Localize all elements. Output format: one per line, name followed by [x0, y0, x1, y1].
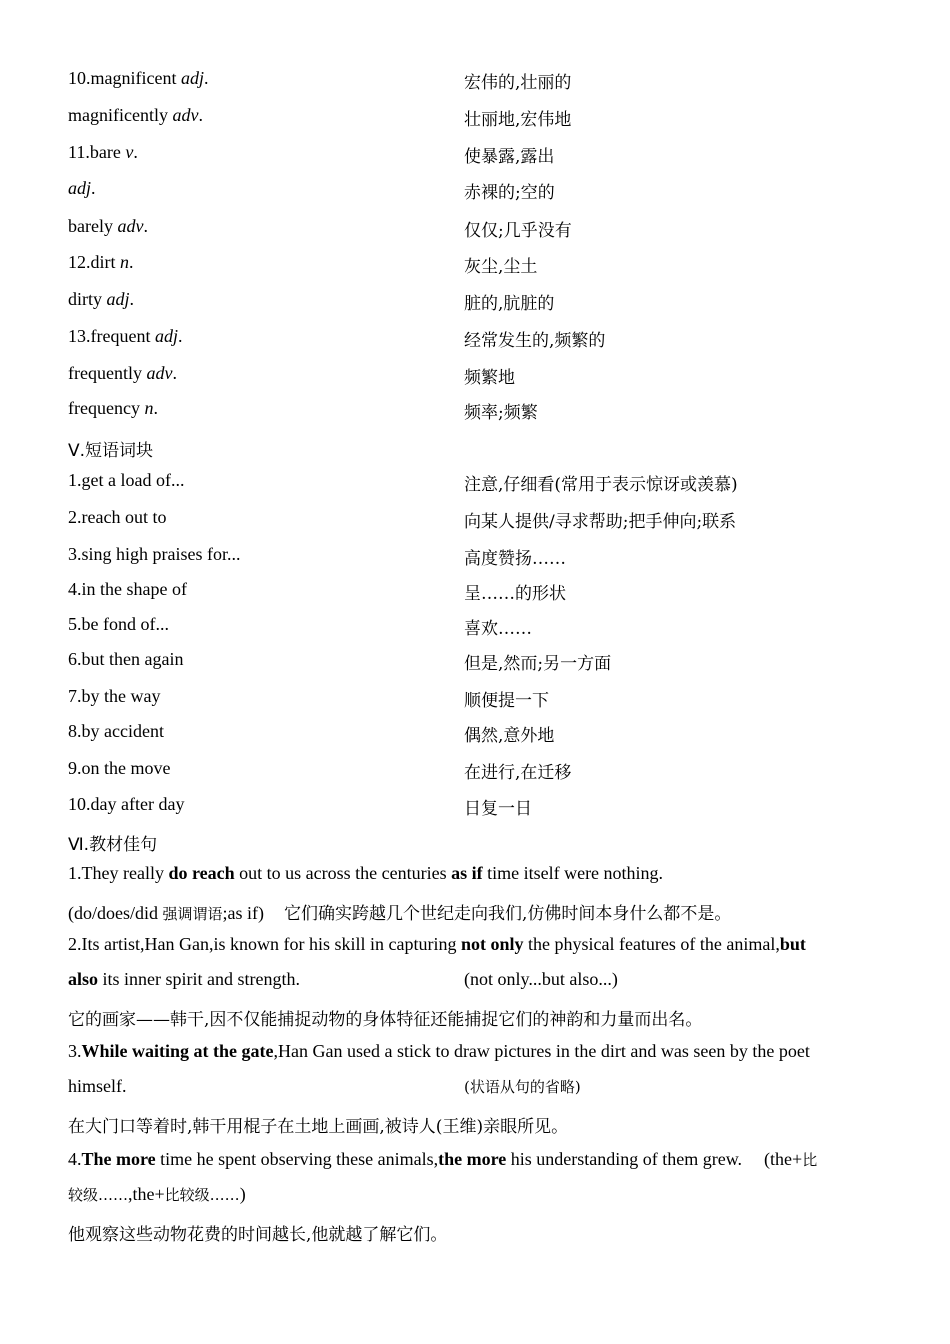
phrase-row — [68, 470, 888, 496]
phrase-zh: 向某人提供/寻求帮助;把手伸向;联系 — [464, 512, 737, 532]
phrase-zh: 在进行,在迁移 — [464, 763, 572, 783]
sentence-3-zh: 在大门口等着时,韩干用棍子在土地上画画,被诗人(王维)亲眼所见。 — [68, 1117, 569, 1137]
phrase-en: 9.on the move — [68, 758, 171, 778]
vocab-meaning: 壮丽地,宏伟地 — [464, 110, 572, 130]
vocab-word: 11.bare — [68, 142, 121, 162]
phrase-en: 3.sing high praises for... — [68, 544, 241, 564]
vocab-meaning: 使暴露,露出 — [464, 147, 555, 167]
vocab-pos: adv — [117, 216, 144, 236]
vocab-meaning: 仅仅;几乎没有 — [464, 221, 572, 241]
vocab-word: 13.frequent — [68, 326, 151, 346]
phrase-en: 4.in the shape of — [68, 579, 187, 599]
vocab-pos: adj — [106, 289, 130, 309]
phrase-row — [68, 794, 888, 820]
emphasis: the more — [438, 1149, 507, 1169]
vocab-pos: adv — [172, 105, 199, 125]
phrase-row — [68, 686, 888, 712]
emphasis: as if — [451, 863, 483, 883]
vocab-word: frequently — [68, 363, 142, 383]
vocab-meaning: 频率;频繁 — [464, 403, 538, 423]
phrase-row — [68, 544, 888, 570]
grammar-note: (not only...but also...) — [464, 969, 618, 989]
phrase-row — [68, 614, 888, 640]
vocab-row: barely adv. 仅仅;几乎没有 — [68, 216, 572, 241]
phrase-row — [68, 721, 888, 747]
vocab-pos: adv — [146, 363, 173, 383]
vocab-row: adj. 赤裸的;空的 — [68, 178, 555, 203]
phrase-zh: 喜欢…… — [464, 619, 532, 639]
vocab-row: 13.frequent adj. 经常发生的,频繁的 — [68, 326, 606, 351]
vocab-word: 12.dirt — [68, 252, 116, 272]
emphasis: do reach — [168, 863, 235, 883]
phrase-zh: 偶然,意外地 — [464, 726, 555, 746]
grammar-note: (状语从句的省略) — [464, 1078, 581, 1096]
phrase-en: 2.reach out to — [68, 507, 167, 527]
vocab-pos: adj — [68, 178, 92, 198]
vocab-meaning: 脏的,肮脏的 — [464, 294, 555, 314]
phrase-zh: 但是,然而;另一方面 — [464, 654, 612, 674]
phrase-en: 10.day after day — [68, 794, 185, 814]
phrase-row — [68, 649, 888, 675]
emphasis: The more — [81, 1149, 156, 1169]
vocab-row: 10.magnificent adj. 宏伟的,壮丽的 — [68, 68, 572, 93]
vocab-word: magnificently — [68, 105, 168, 125]
emphasis: but — [779, 934, 806, 954]
vocab-pos: n — [144, 398, 154, 418]
sentence-2-zh: 它的画家——韩干,因不仅能捕捉动物的身体特征还能捕捉它们的神韵和力量而出名。 — [68, 1010, 703, 1030]
phrase-zh: 呈……的形状 — [464, 584, 566, 604]
sentence-4-note-cont: 较级……,the+比较级……) — [68, 1184, 246, 1204]
sentence-2-en-cont: also its inner spirit and strength. (not only...but also...) — [68, 969, 618, 989]
vocab-row: frequency n. 频率;频繁 — [68, 398, 538, 423]
vocab-word: frequency — [68, 398, 140, 418]
vocab-pos: n — [120, 252, 129, 272]
phrase-en: 6.but then again — [68, 649, 184, 669]
phrase-row — [68, 758, 888, 784]
vocab-row: 11.bare v. 使暴露,露出 — [68, 142, 555, 167]
vocab-row: frequently adv. 频繁地 — [68, 363, 515, 388]
sentence-1-zh: 它们确实跨越几个世纪走向我们,仿佛时间本身什么都不是。 — [284, 904, 732, 924]
sentence-1-note-translation — [68, 899, 883, 924]
vocab-pos: v — [125, 142, 134, 162]
sentence-4-en: 4.The more time he spent observing these animals,the more his understanding of them grew. (the+比 — [68, 1149, 818, 1169]
sentence-1-en: 1.They really do reach out to us across the centuries as if time itself were nothing. — [68, 863, 664, 883]
sentence-3-en-cont: himself. (状语从句的省略) — [68, 1076, 581, 1096]
vocab-pos: adj — [180, 68, 204, 88]
phrase-en: 7.by the way — [68, 686, 161, 706]
vocab-pos: adj — [154, 326, 178, 346]
vocab-word: 10.magnificent — [68, 68, 177, 88]
phrase-row — [68, 579, 888, 605]
vocab-meaning: 灰尘,尘土 — [464, 257, 538, 277]
vocab-meaning: 经常发生的,频繁的 — [464, 331, 606, 351]
vocab-meaning: 宏伟的,壮丽的 — [464, 73, 572, 93]
vocab-row: magnificently adv. 壮丽地,宏伟地 — [68, 105, 572, 130]
vocab-row: dirty adj. 脏的,肮脏的 — [68, 289, 555, 314]
phrase-zh: 高度赞扬…… — [464, 549, 566, 569]
vocab-word: dirty — [68, 289, 102, 309]
grammar-note: (do/does/did 强调谓语;as if) — [68, 903, 264, 923]
vocab-meaning: 频繁地 — [464, 368, 515, 388]
phrase-zh: 顺便提一下 — [464, 691, 549, 711]
vocab-meaning: 赤裸的;空的 — [464, 183, 555, 203]
phrase-en: 5.be fond of... — [68, 614, 169, 634]
sentence-2-en: 2.Its artist,Han Gan,is known for his skill in capturing not only the physical features of the animal,but — [68, 934, 806, 954]
emphasis: While waiting at the gate — [81, 1041, 274, 1061]
section-title-phrases: Ⅴ.短语词块 — [68, 441, 154, 461]
emphasis: also — [68, 969, 99, 989]
phrase-en: 1.get a load of... — [68, 470, 185, 490]
sentence-4-zh: 他观察这些动物花费的时间越长,他就越了解它们。 — [68, 1225, 448, 1245]
emphasis: not only — [460, 934, 524, 954]
vocab-row: 12.dirt n. 灰尘,尘土 — [68, 252, 538, 277]
phrase-row — [68, 507, 888, 533]
phrase-zh: 注意,仔细看(常用于表示惊讶或羡慕) — [464, 475, 738, 495]
vocab-word: barely — [68, 216, 113, 236]
sentence-3-en: 3.While waiting at the gate,Han Gan used a stick to draw pictures in the dirt and was seen by the poet — [68, 1041, 810, 1061]
grammar-note: (the+比 — [764, 1149, 818, 1169]
phrase-en: 8.by accident — [68, 721, 164, 741]
phrase-zh: 日复一日 — [464, 799, 532, 819]
section-title-sentences: Ⅵ.教材佳句 — [68, 835, 158, 855]
